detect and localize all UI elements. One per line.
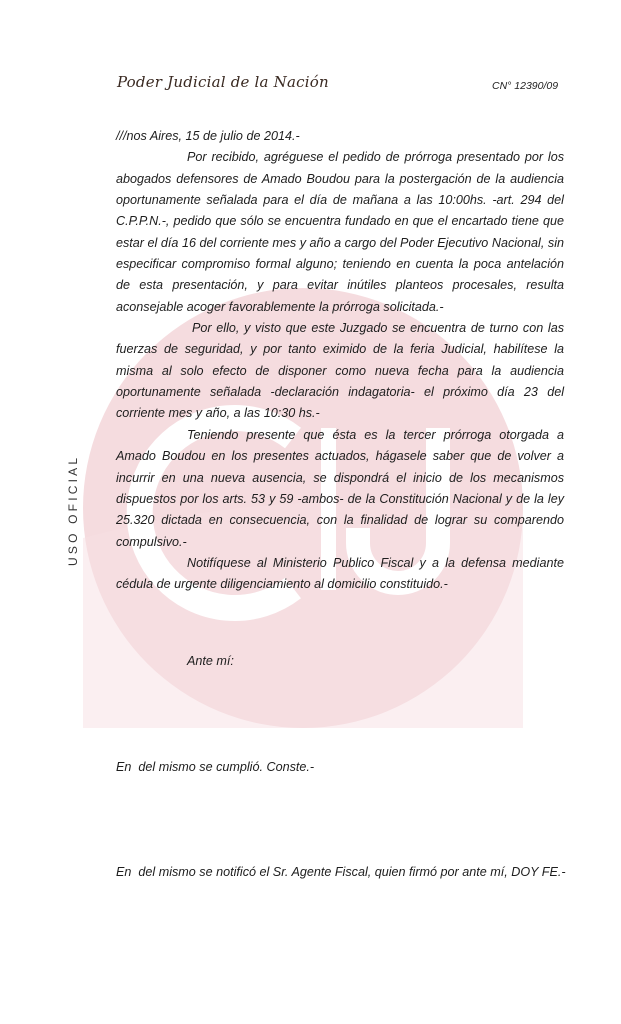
official-use-stamp: USO OFICIAL (66, 454, 80, 566)
ante-mi-label: Ante mí: (187, 654, 234, 668)
paragraph-por-ello: Por ello, y visto que este Juzgado se encuentra de turno con las fuerzas de seguridad, y por tanto eximido de la feria Judicial, habilítese la misma al solo efecto de disponer como nueva fecha para la audiencia oportunamente señalada -declaración indagatoria- el próximo día 23 del corriente mes y año, a las 10:30 hs.- (116, 321, 564, 421)
paragraph-prorroga: Por recibido, agréguese el pedido de prórroga presentado por los abogados defensores de Amado Boudou para la postergación de la audiencia oportunamente señalada para el día de mañana a las 10:00hs. -art. 294 del C.P.P.N.-, pedido que sólo se encuentra fundado en que el encartado tiene que estar el día 16 del corriente mes y año a cargo del Poder Ejecutivo Nacional, sin especificar compromiso formal alguno; teniendo en cuenta la poca antelación de esta presentación, y para evitar inútiles planteos procesales, resulta aconsejable acoger favorablemente la prórroga solicitada.- (116, 150, 564, 314)
notifico-line: En del mismo se notificó el Sr. Agente Fiscal, quien firmó por ante mí, DOY FE.- (116, 865, 566, 879)
date-line: ///nos Aires, 15 de julio de 2014.- (116, 129, 300, 143)
paragraph-notifiquese: Notifíquese al Ministerio Publico Fiscal y a la defensa mediante cédula de urgente diligenciamiento al domicilio constituido.- (116, 555, 564, 592)
document-body (116, 126, 564, 596)
cumplio-line: En del mismo se cumplió. Conste.- (116, 760, 315, 774)
paragraph-tercer-prorroga: Teniendo presente que ésta es la tercer prórroga otorgada a Amado Boudou en los presentes actuados, hágasele saber que de volver a incurrir en una nueva ausencia, se dispondrá el inicio de los mecanismos dispuestos por los arts. 53 y 59 -ambos- de la Constitución Nacional y de la ley 25.320 dictada en consecuencia, con la finalidad de lograr su comparendo compulsivo.- (116, 427, 564, 549)
case-number: CN° 12390/09 (492, 80, 559, 92)
institution-title: Poder Judicial de la Nación (117, 73, 329, 91)
